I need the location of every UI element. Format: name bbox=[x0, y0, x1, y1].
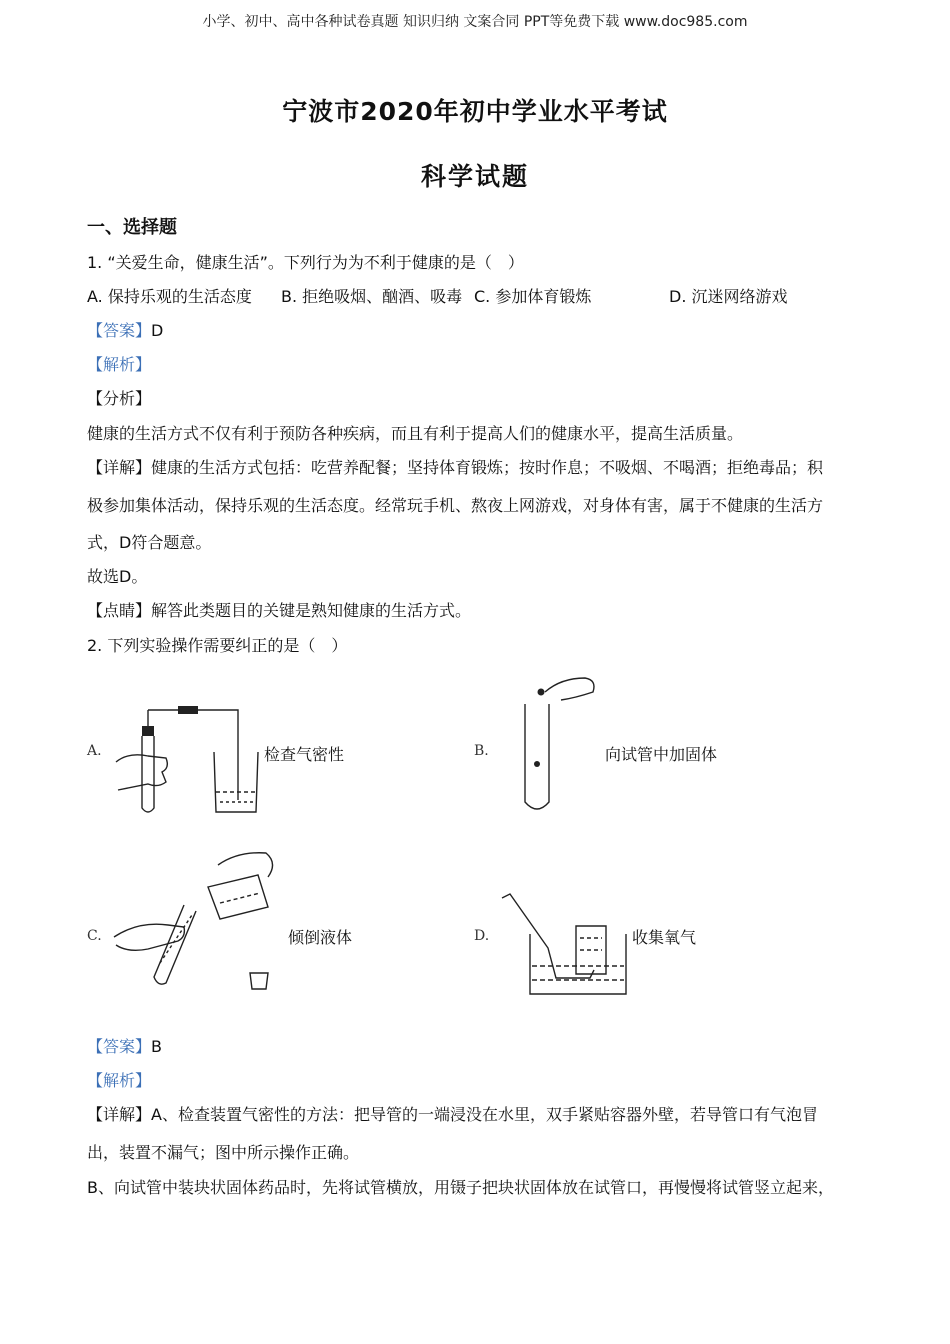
q1-detail-line: 极参加集体活动，保持乐观的生活态度。经常玩手机、熬夜上网游戏，对身体有害，属于不健康的生活方 bbox=[87, 496, 824, 515]
q2-detail-line: 出，装置不漏气；图中所示操作正确。 bbox=[87, 1143, 360, 1162]
section-heading: 一、选择题 bbox=[87, 217, 177, 238]
q2-jiexi-label: 【解析】 bbox=[87, 1071, 152, 1090]
q2-option-c-caption: 倾倒液体 bbox=[288, 928, 353, 947]
exam-title: 宁波市2020年初中学业水平考试 bbox=[282, 97, 668, 126]
q2-option-d-letter: D. bbox=[474, 928, 490, 944]
add-solid-figure bbox=[515, 670, 605, 815]
q2-option-b-letter: B. bbox=[474, 743, 489, 759]
q2-detail-line: 【详解】A、检查装置气密性的方法：把导管的一端浸没在水里，双手紧贴容器外壁，若导管口有气泡冒 bbox=[87, 1105, 818, 1124]
q2-stem: 2. 下列实验操作需要纠正的是（ ） bbox=[87, 636, 348, 655]
q2-answer bbox=[87, 1034, 162, 1057]
collect-oxygen-figure bbox=[500, 890, 630, 1000]
q1-choose: 故选D。 bbox=[87, 567, 148, 586]
answer-label: 【答案】 bbox=[87, 321, 152, 340]
q1-option-b: B. 拒绝吸烟、酗酒、吸毒 bbox=[281, 287, 463, 306]
q2-option-b-caption: 向试管中加固体 bbox=[605, 745, 718, 764]
q2-option-a-caption: 检查气密性 bbox=[264, 745, 345, 764]
q2-option-a-letter: A. bbox=[87, 743, 102, 759]
q1-fenxi-label: 【分析】 bbox=[87, 389, 152, 408]
q1-jiexi-label: 【解析】 bbox=[87, 355, 152, 374]
q1-fenxi-text: 健康的生活方式不仅有利于预防各种疾病，而且有利于提高人们的健康水平，提高生活质量。 bbox=[87, 424, 744, 443]
q2-option-c-letter: C. bbox=[87, 928, 102, 944]
q1-answer bbox=[87, 318, 163, 341]
q1-option-a: A. 保持乐观的生活态度 bbox=[87, 287, 252, 306]
pour-liquid-figure bbox=[108, 845, 288, 995]
answer-label: 【答案】 bbox=[87, 1037, 152, 1056]
q2-option-d-caption: 收集氧气 bbox=[632, 928, 697, 947]
q1-detail-line: 【详解】健康的生活方式包括：吃营养配餐；坚持体育锻炼；按时作息；不吸烟、不喝酒；拒绝毒品；积 bbox=[87, 458, 824, 477]
q1-detail-line: 式，D符合题意。 bbox=[87, 533, 212, 552]
exam-subtitle: 科学试题 bbox=[420, 162, 529, 191]
airtightness-check-figure bbox=[108, 700, 268, 820]
q1-option-c: C. 参加体育锻炼 bbox=[474, 287, 592, 306]
answer-value: B bbox=[151, 1037, 162, 1056]
q1-dianjing: 【点睛】解答此类题目的关键是熟知健康的生活方式。 bbox=[87, 601, 472, 620]
q2-detail-line: B、向试管中装块状固体药品时，先将试管横放，用镊子把块状固体放在试管口，再慢慢将试管竖立起来， bbox=[87, 1178, 834, 1197]
answer-value: D bbox=[151, 321, 164, 340]
page-header: 小学、初中、高中各种试卷真题 知识归纳 文案合同 PPT等免费下载 www.doc985.com bbox=[202, 14, 748, 30]
q1-option-d: D. 沉迷网络游戏 bbox=[669, 287, 788, 306]
q1-stem: 1. “关爱生命，健康生活”。下列行为为不利于健康的是（ ） bbox=[87, 253, 524, 272]
